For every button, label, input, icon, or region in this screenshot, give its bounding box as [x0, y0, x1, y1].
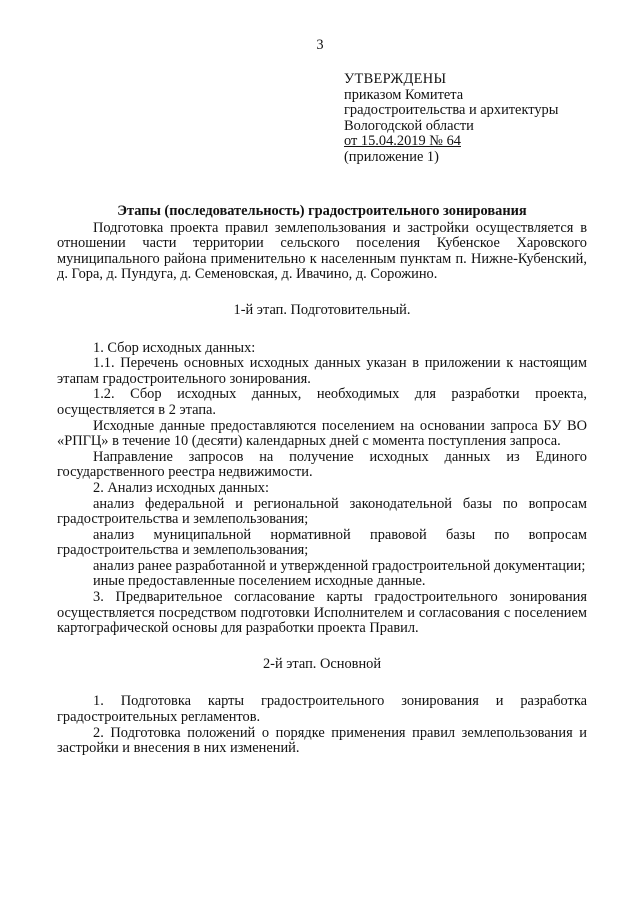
paragraph: 1.1. Перечень основных исходных данных указан в приложении к настоящим этапам градостроительного зонирования.	[57, 355, 587, 387]
document-body	[57, 204, 587, 757]
stage-2-heading: 2-й этап. Основной	[262, 655, 382, 672]
paragraph: 1. Сбор исходных данных:	[93, 339, 256, 356]
paragraph: анализ федеральной и региональной законодательной базы по вопросам градостроительства и землепользования;	[57, 495, 587, 528]
approval-line: приказом Комитета	[344, 86, 464, 103]
paragraph: 2. Подготовка положений о порядке применения правил землепользования и застройки и внесения в них изменений.	[57, 724, 587, 757]
intro-paragraph: Подготовка проекта правил землепользования и застройки осуществляется в отношении части территории сельского поселения Кубенское Харовского муниципального района применительно к населенным пунктам п. Нижне-Кубенский, д. Гора, д. Пундуга, д. Семеновская, д. Ивачино, д. Сорожино.	[57, 219, 587, 283]
approval-line: градостроительства и архитектуры	[344, 102, 559, 119]
approval-order: от 15.04.2019 № 64	[344, 133, 461, 150]
paragraph: Исходные данные предоставляются поселением на основании запроса БУ ВО «РПГЦ» в течение 10 (десяти) календарных дней с момента поступления запроса.	[57, 417, 587, 450]
approval-attachment: (приложение 1)	[344, 148, 439, 165]
page-number: 3	[316, 37, 324, 53]
paragraph: анализ муниципальной нормативной правовой базы по вопросам градостроительства и землепользования;	[57, 526, 587, 559]
paragraph: 1. Подготовка карты градостроительного зонирования и разработка градостроительных регламентов.	[57, 693, 587, 726]
paragraph: Направление запросов на получение исходных данных из Единого государственного реестра недвижимости.	[57, 448, 587, 481]
approval-line: Вологодской области	[344, 117, 474, 134]
approval-title: УТВЕРЖДЕНЫ	[344, 71, 447, 87]
paragraph: 2. Анализ исходных данных:	[93, 479, 269, 496]
paragraph: 1.2. Сбор исходных данных, необходимых для разработки проекта, осуществляется в 2 этапа.	[57, 386, 587, 418]
paragraph: анализ ранее разработанной и утвержденной градостроительной документации;	[93, 557, 586, 574]
approval-block	[344, 72, 614, 166]
document-title: Этапы (последовательность) градостроительного зонирования	[117, 203, 527, 219]
paragraph: иные предоставленные поселением исходные данные.	[93, 573, 426, 590]
stage-1-heading: 1-й этап. Подготовительный.	[233, 301, 411, 318]
paragraph: 3. Предварительное согласование карты градостроительного зонирования осуществляется посредством подготовки Исполнителем и согласования с поселением картографической основы для разработки проекта Правил.	[57, 589, 587, 637]
